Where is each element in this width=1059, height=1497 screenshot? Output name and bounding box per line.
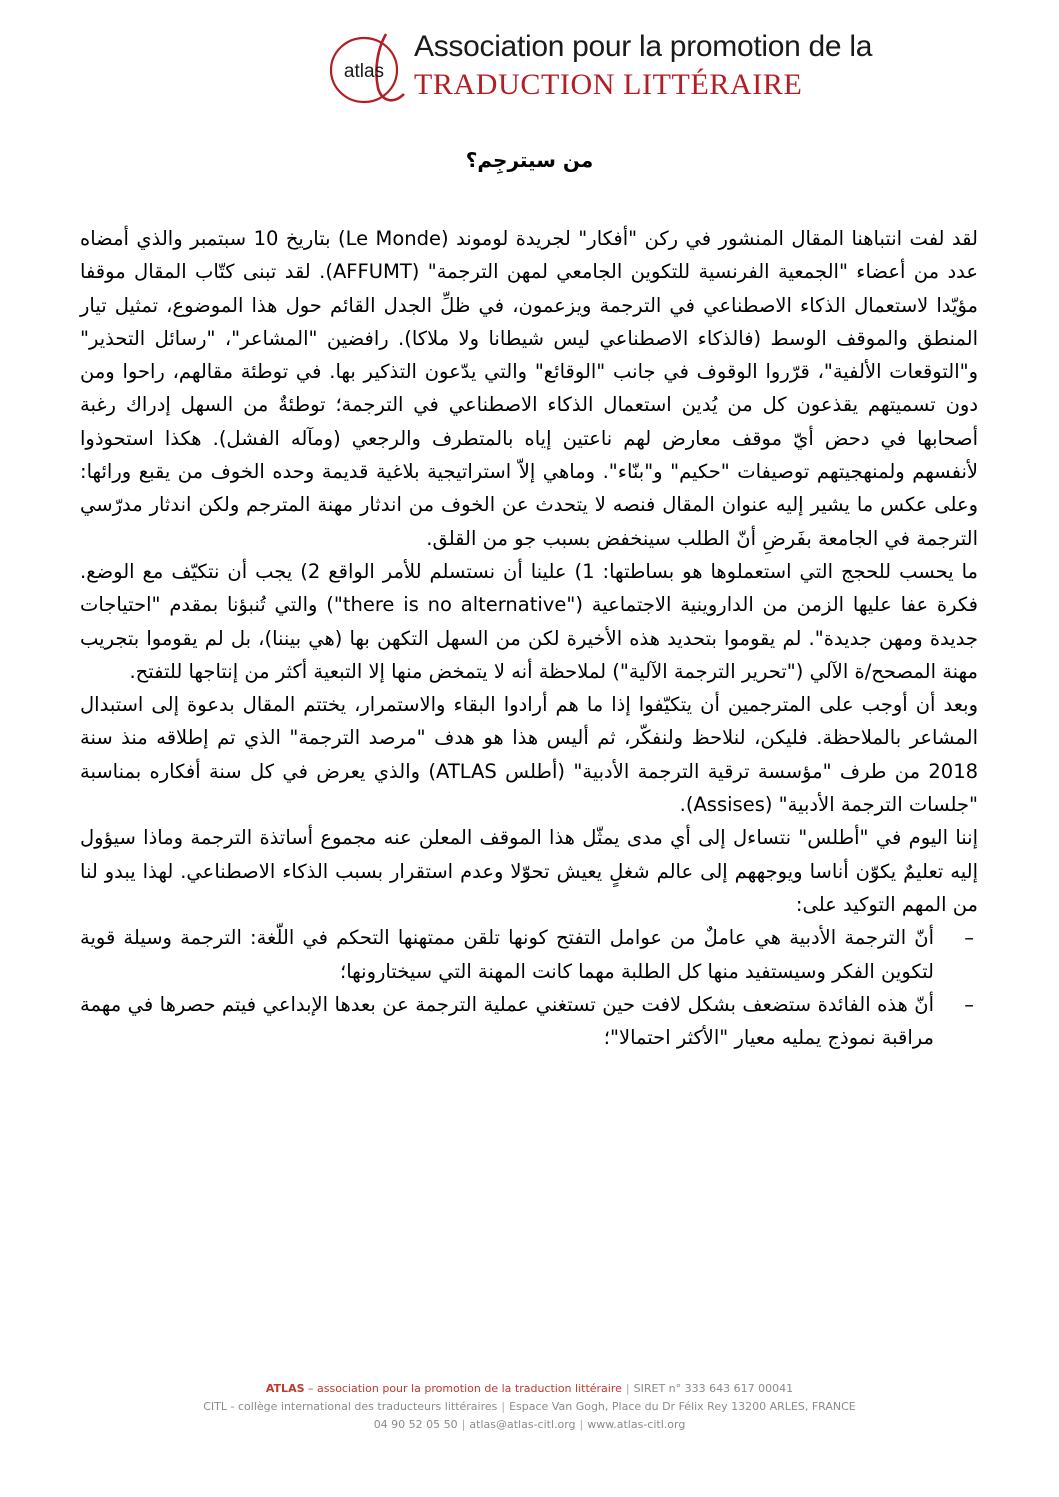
paragraph: إننا اليوم في "أطلس" نتساءل إلى أي مدى يمثّل هذا الموقف المعلن عنه مجموع أساتذة الترجمة وماذا سيؤول إليه تعليمٌ يكوّن أناسا ويوجههم إلى عالم شغلٍ يعيش تحوّلا وعدم استقرار بسبب الذكاء الاصطناعي. لهذا يبدو لنا من المهم التوكيد على:	[80, 826, 978, 916]
footer-siret: SIRET n° 333 643 617 00041	[633, 1382, 794, 1395]
footer-brand-atlas: ATLAS	[265, 1382, 305, 1395]
footer-address: Espace Van Gogh, Place du Dr Félix Rey 13200 ARLES, FRANCE	[509, 1400, 856, 1413]
bullet-list	[80, 921, 978, 1054]
footer-line-3: 04 90 52 05 50 | atlas@atlas-citl.org | www.atlas-citl.org	[373, 1418, 686, 1431]
atlas-logo-icon	[328, 28, 406, 106]
paragraph: وبعد أن أوجب على المترجمين أن يتكيّفوا إذا ما هم أرادوا البقاء والاستمرار، يختتم المقال بدعوة إلى استبدال المشاعر بالملاحظة. فليكن، لنلاحظ ولنفكّر، ثم أليس هذا هو هدف "مرصد الترجمة" الذي تم إطلاقه منذ سنة 2018 من طرف "مؤسسة ترقية الترجمة الأدبية" (أطلس ATLAS) والذي يعرض في كل سنة أفكاره بمناسبة "جلسات الترجمة الأدبية" (Assises).	[80, 693, 979, 817]
footer-website[interactable]: www.atlas-citl.org	[587, 1418, 686, 1431]
list-item: – أنّ هذه الفائدة ستضعف بشكل لافت حين تستغني عملية الترجمة عن بعدها الإبداعي فيتم حصرها في مهمة مراقبة نموذج يمليه معيار "الأكثر احتمالا"؛	[80, 988, 934, 1055]
logo-line-1: Association pour la promotion de la	[414, 30, 873, 63]
letterhead	[328, 26, 873, 106]
footer-citl-desc: - collège international des traducteurs littéraires	[227, 1400, 498, 1413]
page-footer	[0, 1380, 1059, 1434]
footer-line-2: CITL - collège international des traducteurs littéraires | Espace Van Gogh, Place du Dr Félix Rey 13200 ARLES, FRANCE	[203, 1400, 856, 1413]
footer-atlas-desc: – association pour la promotion de la traduction littéraire	[304, 1382, 622, 1395]
list-item: – أنّ الترجمة الأدبية هي عاملٌ من عوامل التفتح كونها تلقن ممتهنها التحكم في اللّغة: الترجمة وسيلة قوية لتكوين الفكر وسيستفيد منها كل الطلبة مهما كانت المهنة التي سيختارونها؛	[80, 921, 934, 988]
logo-word: atlas	[343, 61, 385, 82]
footer-brand-citl: CITL	[203, 1400, 228, 1413]
footer-email[interactable]: atlas@atlas-citl.org	[469, 1418, 576, 1431]
footer-phone: 04 90 52 05 50	[373, 1418, 458, 1431]
footer-line-1: ATLAS – association pour la promotion de la traduction littéraire | SIRET n° 333 643 617 00041	[265, 1382, 794, 1395]
paragraph: لقد لفت انتباهنا المقال المنشور في ركن "أفكار" لجريدة لوموند (Le Monde) بتاريخ 10 سبتمبر والذي أمضاه عدد من أعضاء "الجمعية الفرنسية للتكوين الجامعي لمهن الترجمة" (AFFUMT). لقد تبنى كتّاب المقال موقفا مؤيّدا لاستعمال الذكاء الاصطناعي في الترجمة ويزعمون، في ظلِّ الجدل القائم حول هذا الموضوع، تمثيل تيار المنطق والموقف الوسط (فالذكاء الاصطناعي ليس شيطانا ولا ملاكا). رافضين "المشاعر"، "رسائل التحذير" و"التوقعات الألفية"، قرّروا الوقوف في جانب "الوقائع" والتي يدّعون التذكير بها. في توطئة مقالهم، راحوا ومن دون تسميتهم يقذعون كل من يُدين استعمال الذكاء الاصطناعي في الترجمة؛ توطئةٌ من السهل إدراك رغبة أصحابها في دحض أيّ موقف معارض لهم ناعتين إياه بالمتطرف والرجعي (ومآله الفشل). هكذا استحوذوا لأنفسهم ولمنهجيتهم توصيفات "حكيم" و"بنّاء". وماهي إلاّ استراتيجية بلاغية قديمة وحده الخوف من يقبع ورائها: وعلى عكس ما يشير إليه عنوان المقال فنصه لا يتحدث عن الخوف من اندثار مهنة المترجم ولكن اندثار مدرّسي الترجمة في الجامعة بفَرضِ أنّ الطلب سينخفض بسبب جو من القلق.	[80, 227, 978, 550]
logo-line-2: TRADUCTION LITTÉRAIRE	[414, 68, 803, 101]
article-body	[80, 222, 978, 1054]
paragraph: ما يحسب للحجج التي استعملوها هو بساطتها: 1) علينا أن نستسلم للأمر الواقع 2) يجب أن نتكيّف مع الوضع. فكرة عفا عليها الزمن من الداروينية الاجتماعية ("there is no alternative") والتي تُنبؤنا بمقدم "احتياجات جديدة ومهن جديدة". لم يقوموا بتحديد هذه الأخيرة لكن من السهل التكهن بها (هي بيننا)، بل لم يقوموا بتجريب مهنة المصحح/ة الآلي ("تحرير الترجمة الآلية") لملاحظة أنه لا يتمخض منها إلا التبعية أكثر من إنتاجها للتفتح.	[80, 559, 978, 683]
page-title: من سيترجِم؟	[465, 148, 594, 172]
